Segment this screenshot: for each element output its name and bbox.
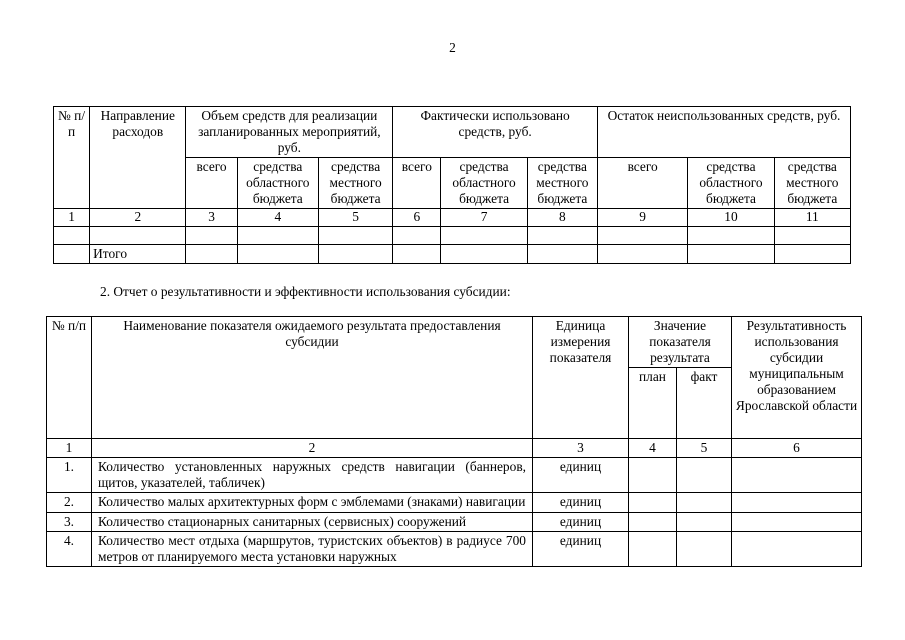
table-cell — [318, 226, 392, 244]
indicator-unit: единиц — [533, 458, 629, 493]
subheader-regional: средства областного бюджета — [441, 158, 527, 209]
table-cell — [629, 512, 677, 531]
column-number: 2 — [92, 439, 533, 458]
table-cell — [677, 531, 732, 566]
column-number: 5 — [677, 439, 732, 458]
table-cell — [677, 458, 732, 493]
column-number: 2 — [90, 209, 186, 226]
column-number: 1 — [54, 209, 90, 226]
subheader-regional: средства областного бюджета — [688, 158, 774, 209]
table-cell — [237, 244, 318, 263]
column-number: 9 — [597, 209, 687, 226]
indicator-name: Количество установленных наружных средств навигации (баннеров, щитов, указателей, табличек) — [92, 458, 533, 493]
subheader-total: всего — [186, 158, 237, 209]
column-number: 7 — [441, 209, 527, 226]
table-row — [47, 458, 862, 493]
total-label: Итого — [90, 244, 186, 263]
funds-blank-row — [54, 226, 851, 244]
funds-column-numbers — [54, 209, 851, 226]
table-cell — [393, 244, 441, 263]
row-number: 3. — [47, 512, 92, 531]
funds-table — [53, 106, 851, 264]
header-fact: факт — [677, 368, 732, 439]
table-row — [47, 512, 862, 531]
funds-total-row — [54, 244, 851, 263]
indicator-unit: единиц — [533, 512, 629, 531]
column-number: 10 — [688, 209, 774, 226]
table-cell — [732, 458, 862, 493]
section-2-title: 2. Отчет о результативности и эффективности использования субсидии: — [100, 284, 511, 299]
table-cell — [774, 244, 850, 263]
table-cell — [597, 226, 687, 244]
indicator-name: Количество стационарных санитарных (сервисных) сооружений — [92, 512, 533, 531]
row-number: 4. — [47, 531, 92, 566]
subheader-regional: средства областного бюджета — [237, 158, 318, 209]
subheader-total: всего — [597, 158, 687, 209]
subheader-local: средства местного бюджета — [318, 158, 392, 209]
column-number: 3 — [533, 439, 629, 458]
table-row — [47, 531, 862, 566]
column-number: 11 — [774, 209, 850, 226]
table-cell — [629, 493, 677, 512]
column-number: 4 — [629, 439, 677, 458]
table-cell — [774, 226, 850, 244]
table-cell — [597, 244, 687, 263]
table-cell — [732, 531, 862, 566]
table-cell — [677, 493, 732, 512]
table-cell — [90, 226, 186, 244]
indicator-name: Количество малых архитектурных форм с эмблемами (знаками) навигации — [92, 493, 533, 512]
table-cell — [186, 226, 237, 244]
column-number: 6 — [732, 439, 862, 458]
table-cell — [629, 458, 677, 493]
table-cell — [54, 244, 90, 263]
table-cell — [688, 226, 774, 244]
table-cell — [318, 244, 392, 263]
header-indicator-name: Наименование показателя ожидаемого результата предоставления субсидии — [92, 317, 533, 439]
table-cell — [629, 531, 677, 566]
subheader-local: средства местного бюджета — [774, 158, 850, 209]
indicator-unit: единиц — [533, 531, 629, 566]
table-cell — [441, 244, 527, 263]
subheader-local: средства местного бюджета — [527, 158, 597, 209]
table-cell — [527, 226, 597, 244]
table-cell — [441, 226, 527, 244]
table-row — [47, 493, 862, 512]
indicator-name: Количество мест отдыха (маршрутов, туристских объектов) в радиусе 700 метров от планируемого места установки наружных — [92, 531, 533, 566]
table-cell — [732, 512, 862, 531]
header-planned: Объем средств для реализации запланированных мероприятий, руб. — [186, 107, 393, 158]
header-direction: Направление расходов — [90, 107, 186, 209]
table-cell — [237, 226, 318, 244]
column-number: 5 — [318, 209, 392, 226]
header-value: Значение показателя результата — [629, 317, 732, 368]
column-number: 1 — [47, 439, 92, 458]
funds-header-row — [54, 107, 851, 158]
column-number: 3 — [186, 209, 237, 226]
results-header-row — [47, 317, 862, 368]
header-num: № п/п — [54, 107, 90, 209]
row-number: 1. — [47, 458, 92, 493]
page-number: 2 — [449, 40, 456, 55]
table-cell — [186, 244, 237, 263]
results-table — [46, 316, 862, 567]
header-remaining: Остаток неиспользованных средств, руб. — [597, 107, 850, 158]
indicator-unit: единиц — [533, 493, 629, 512]
table-cell — [527, 244, 597, 263]
header-num: № п/п — [47, 317, 92, 439]
column-number: 4 — [237, 209, 318, 226]
header-plan: план — [629, 368, 677, 439]
header-unit: Единица измерения показателя — [533, 317, 629, 439]
column-number: 6 — [393, 209, 441, 226]
table-cell — [393, 226, 441, 244]
table-cell — [732, 493, 862, 512]
header-effectiveness: Результативность использования субсидии муниципальным образованием Ярославской области — [732, 317, 862, 439]
table-cell — [688, 244, 774, 263]
subheader-total: всего — [393, 158, 441, 209]
column-number: 8 — [527, 209, 597, 226]
header-used: Фактически использовано средств, руб. — [393, 107, 598, 158]
table-cell — [677, 512, 732, 531]
results-column-numbers — [47, 439, 862, 458]
table-cell — [54, 226, 90, 244]
row-number: 2. — [47, 493, 92, 512]
